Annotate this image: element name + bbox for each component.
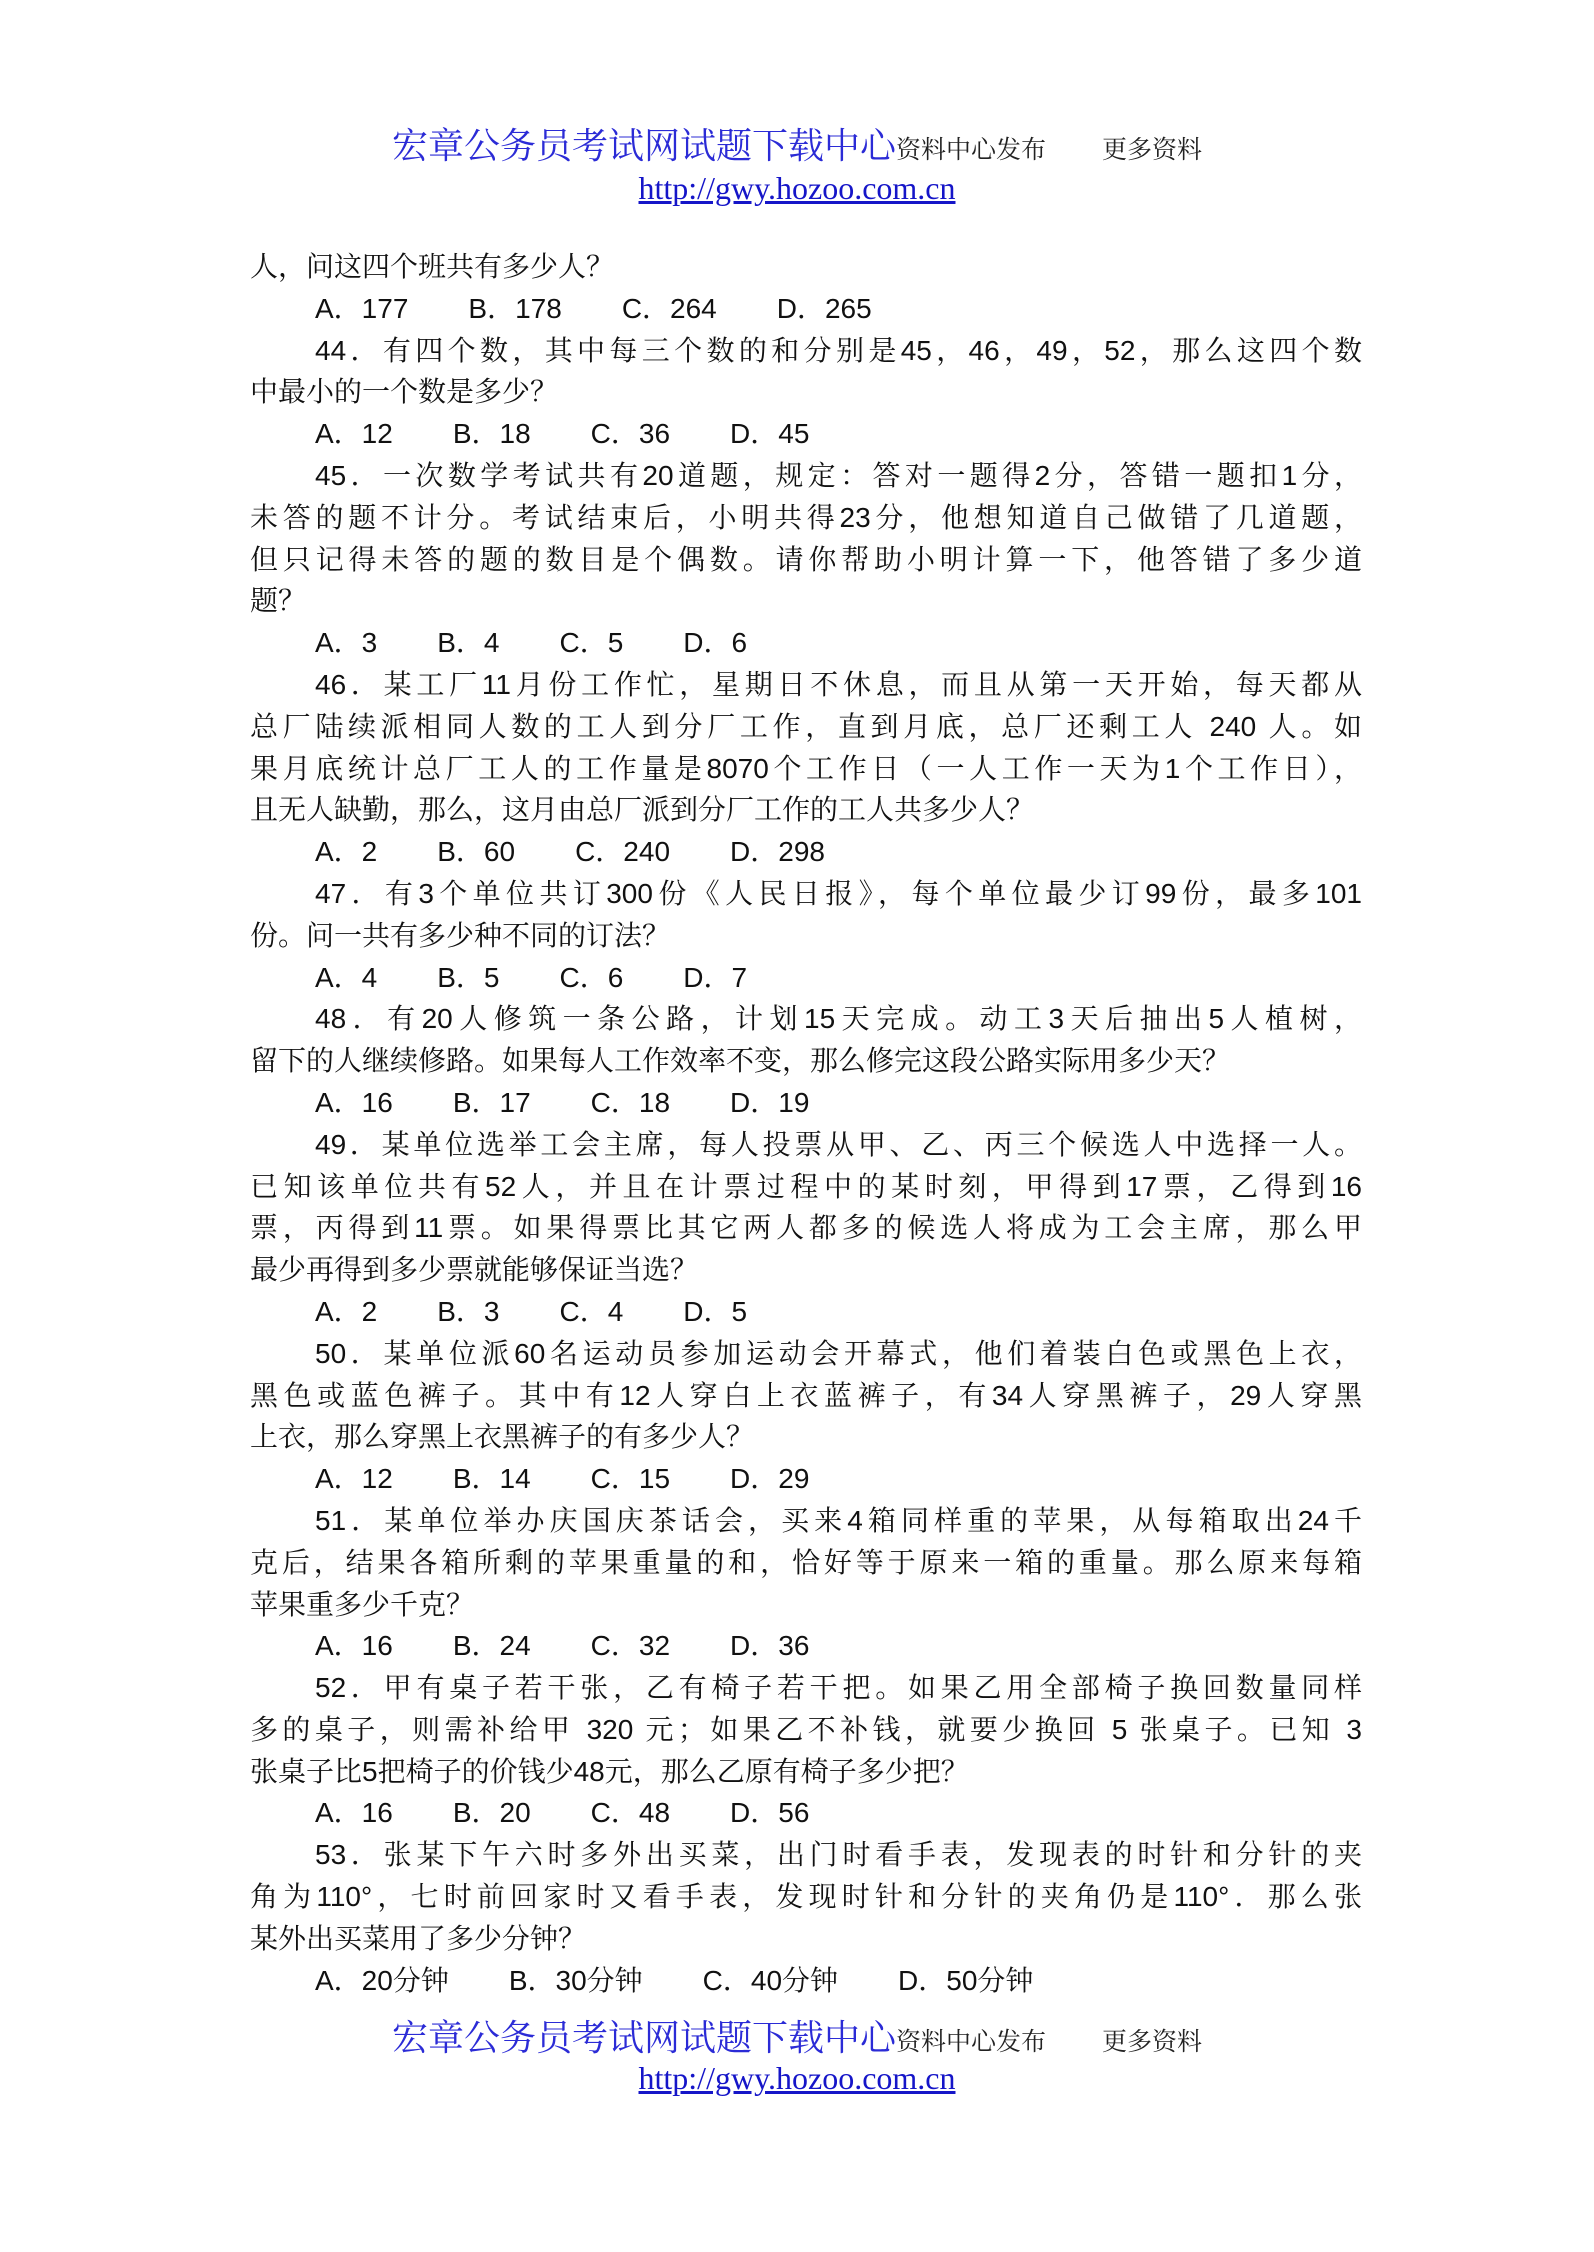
question-text-line: 52．甲有桌子若干张，乙有椅子若干把。如果乙用全部椅子换回数量同样: [315, 1672, 1362, 1704]
answer-option: A．4: [315, 961, 378, 993]
answer-options: [250, 1291, 1362, 1333]
answer-option: D．19: [730, 1086, 810, 1118]
answer-options: [250, 288, 1362, 330]
answer-option: C．48: [590, 1797, 671, 1829]
answer-option: D．45: [730, 418, 810, 450]
answer-option: D．298: [730, 836, 825, 868]
page-footer: [0, 2010, 1594, 2061]
question-text-line: 已知该单位共有52人，并且在计票过程中的某时刻，甲得到17票，乙得到16: [250, 1170, 1362, 1202]
answer-option: B．30分钟: [508, 1964, 643, 1996]
question-text-line: 留下的人继续修路。如果每人工作效率不变，那么修完这段公路实际用多少天？: [250, 1045, 1231, 1077]
answer-option: B．18: [452, 418, 531, 450]
answer-option: B．14: [452, 1463, 531, 1495]
question-text-line: 果月底统计总厂工人的工作量是8070个工作日（一人工作一天为1个工作日），: [250, 752, 1362, 784]
answer-option: A．16: [315, 1086, 393, 1118]
question-text-line: 上衣，那么穿黑上衣黑裤子的有多少人？: [250, 1421, 755, 1453]
question: [250, 664, 1362, 873]
answer-options: [250, 1792, 1362, 1834]
answer-option: D．36: [730, 1630, 810, 1662]
document-body: [250, 246, 1362, 2001]
answer-options: [250, 957, 1362, 999]
answer-options: [250, 1625, 1362, 1667]
question: [250, 1124, 1362, 1333]
question-text-line: 苹果重多少千克？: [250, 1588, 475, 1620]
footer-site-name: 宏章公务员考试网试题下载中心: [391, 2018, 896, 2058]
question-text-line: 人，问这四个班共有多少人？: [250, 251, 615, 282]
answer-option: B．17: [452, 1086, 531, 1118]
answer-option: A．2: [315, 1295, 378, 1327]
answer-option: A．16: [315, 1797, 393, 1829]
question-text-line: 50．某单位派60名运动员参加运动会开幕式，他们着装白色或黑色上衣，: [315, 1337, 1362, 1369]
question: [250, 1834, 1362, 2001]
answer-option: D．6: [683, 627, 748, 659]
question-text-line: 中最小的一个数是多少？: [250, 376, 559, 408]
answer-option: A．177: [315, 292, 409, 324]
answer-option: A．12: [315, 418, 393, 450]
question: [250, 873, 1362, 998]
header-site-name: 宏章公务员考试网试题下载中心: [391, 126, 896, 166]
question-text-line: 45．一次数学考试共有20道题，规定：答对一题得2分，答错一题扣1分，: [315, 459, 1362, 491]
footer-url: [0, 2060, 1594, 2097]
answer-options: [250, 622, 1362, 664]
question-text-line: 票，丙得到11票。如果得票比其它两人都多的候选人将成为工会主席，那么甲: [250, 1212, 1362, 1244]
question: [250, 1500, 1362, 1667]
question-text-line: 49．某单位选举工会主席，每人投票从甲、乙、丙三个候选人中选择一人。: [315, 1128, 1362, 1160]
answer-option: C．18: [590, 1086, 671, 1118]
answer-option: C．264: [621, 292, 717, 324]
question-text-line: 53．张某下午六时多外出买菜，出门时看手表，发现表的时针和分针的夹: [315, 1839, 1362, 1871]
answer-option: B．20: [452, 1797, 531, 1829]
footer-publish-label: 资料中心发布: [895, 2029, 1046, 2056]
question: [250, 1333, 1362, 1500]
answer-option: C．6: [559, 961, 624, 993]
question: [250, 998, 1362, 1123]
answer-option: B．24: [452, 1630, 531, 1662]
answer-option: D．56: [730, 1797, 810, 1829]
answer-options: [250, 831, 1362, 873]
question: [250, 1667, 1362, 1834]
answer-option: A．12: [315, 1463, 393, 1495]
answer-option: A．16: [315, 1630, 393, 1662]
answer-option: C．36: [590, 418, 671, 450]
answer-option: B．178: [468, 292, 562, 324]
answer-option: C．4: [559, 1295, 624, 1327]
header-url: [0, 170, 1594, 207]
header-url-link[interactable]: http://gwy.hozoo.com.cn: [638, 170, 956, 206]
question: [250, 246, 1362, 330]
answer-option: A．3: [315, 627, 378, 659]
question-text-line: 未答的题不计分。考试结束后，小明共得23分，他想知道自己做错了几道题，: [250, 501, 1362, 533]
question-text-line: 题？: [250, 585, 307, 617]
answer-option: D．7: [683, 961, 748, 993]
answer-options: [250, 413, 1362, 455]
answer-option: B．3: [437, 1295, 500, 1327]
question: [250, 455, 1362, 664]
answer-option: A．2: [315, 836, 378, 868]
answer-option: C．15: [590, 1463, 671, 1495]
answer-options: [250, 1458, 1362, 1500]
question-text-line: 最少再得到多少票就能够保证当选？: [250, 1254, 699, 1286]
footer-more-label: 更多资料: [1102, 2029, 1203, 2056]
footer-url-link[interactable]: http://gwy.hozoo.com.cn: [638, 2060, 956, 2096]
question-text-line: 46．某工厂11月份工作忙，星期日不休息，而且从第一天开始，每天都从: [315, 668, 1362, 700]
page-header: [0, 118, 1594, 169]
question-text-line: 51．某单位举办庆国庆茶话会，买来4箱同样重的苹果，从每箱取出24千: [315, 1504, 1362, 1536]
header-publish-label: 资料中心发布: [895, 137, 1046, 164]
answer-option: C．32: [590, 1630, 671, 1662]
answer-option: B．5: [437, 961, 500, 993]
answer-option: B．4: [437, 627, 500, 659]
question-text-line: 角为110°，七时前回家时又看手表，发现时针和分针的夹角仍是110°．那么张: [250, 1881, 1362, 1913]
answer-option: D．29: [730, 1463, 810, 1495]
question-text-line: 份。问一共有多少种不同的订法？: [250, 919, 671, 951]
question-text-line: 但只记得未答的题的数目是个偶数。请你帮助小明计算一下，他答错了多少道: [250, 543, 1362, 575]
answer-option: A．20分钟: [315, 1964, 449, 1996]
header-more-label: 更多资料: [1102, 137, 1203, 164]
answer-option: D．5: [683, 1295, 748, 1327]
question-text-line: 某外出买菜用了多少分钟？: [250, 1922, 587, 1954]
question-text-line: 44．有四个数，其中每三个数的和分别是45，46，49，52，那么这四个数: [315, 334, 1362, 366]
answer-option: D．265: [776, 292, 872, 324]
question: [250, 330, 1362, 455]
answer-option: B．60: [437, 836, 516, 868]
answer-options: [250, 1960, 1362, 2002]
answer-options: [250, 1082, 1362, 1124]
question-text-line: 且无人缺勤，那么，这月由总厂派到分厂工作的工人共多少人？: [250, 794, 1035, 826]
answer-option: C．240: [575, 836, 671, 868]
question-text-line: 48．有20人修筑一条公路，计划15天完成。动工3天后抽出5人植树，: [315, 1003, 1362, 1035]
answer-option: C．40分钟: [702, 1964, 839, 1996]
answer-option: C．5: [559, 627, 624, 659]
question-text-line: 克后，结果各箱所剩的苹果重量的和，恰好等于原来一箱的重量。那么原来每箱: [250, 1546, 1362, 1578]
question-text-line: 黑色或蓝色裤子。其中有12人穿白上衣蓝裤子，有34人穿黑裤子，29人穿黑: [250, 1379, 1362, 1411]
question-text-line: 总厂陆续派相同人数的工人到分厂工作，直到月底，总厂还剩工人 240 人。如: [250, 710, 1362, 742]
question-text-line: 多的桌子，则需补给甲 320 元；如果乙不补钱，就要少换回 5 张桌子。已知 3: [250, 1713, 1362, 1745]
answer-option: D．50分钟: [898, 1964, 1034, 1996]
question-text-line: 张桌子比5把椅子的价钱少48元，那么乙原有椅子多少把？: [250, 1755, 969, 1787]
question-text-line: 47．有3个单位共订300份《人民日报》，每个单位最少订99份，最多101: [315, 877, 1362, 909]
